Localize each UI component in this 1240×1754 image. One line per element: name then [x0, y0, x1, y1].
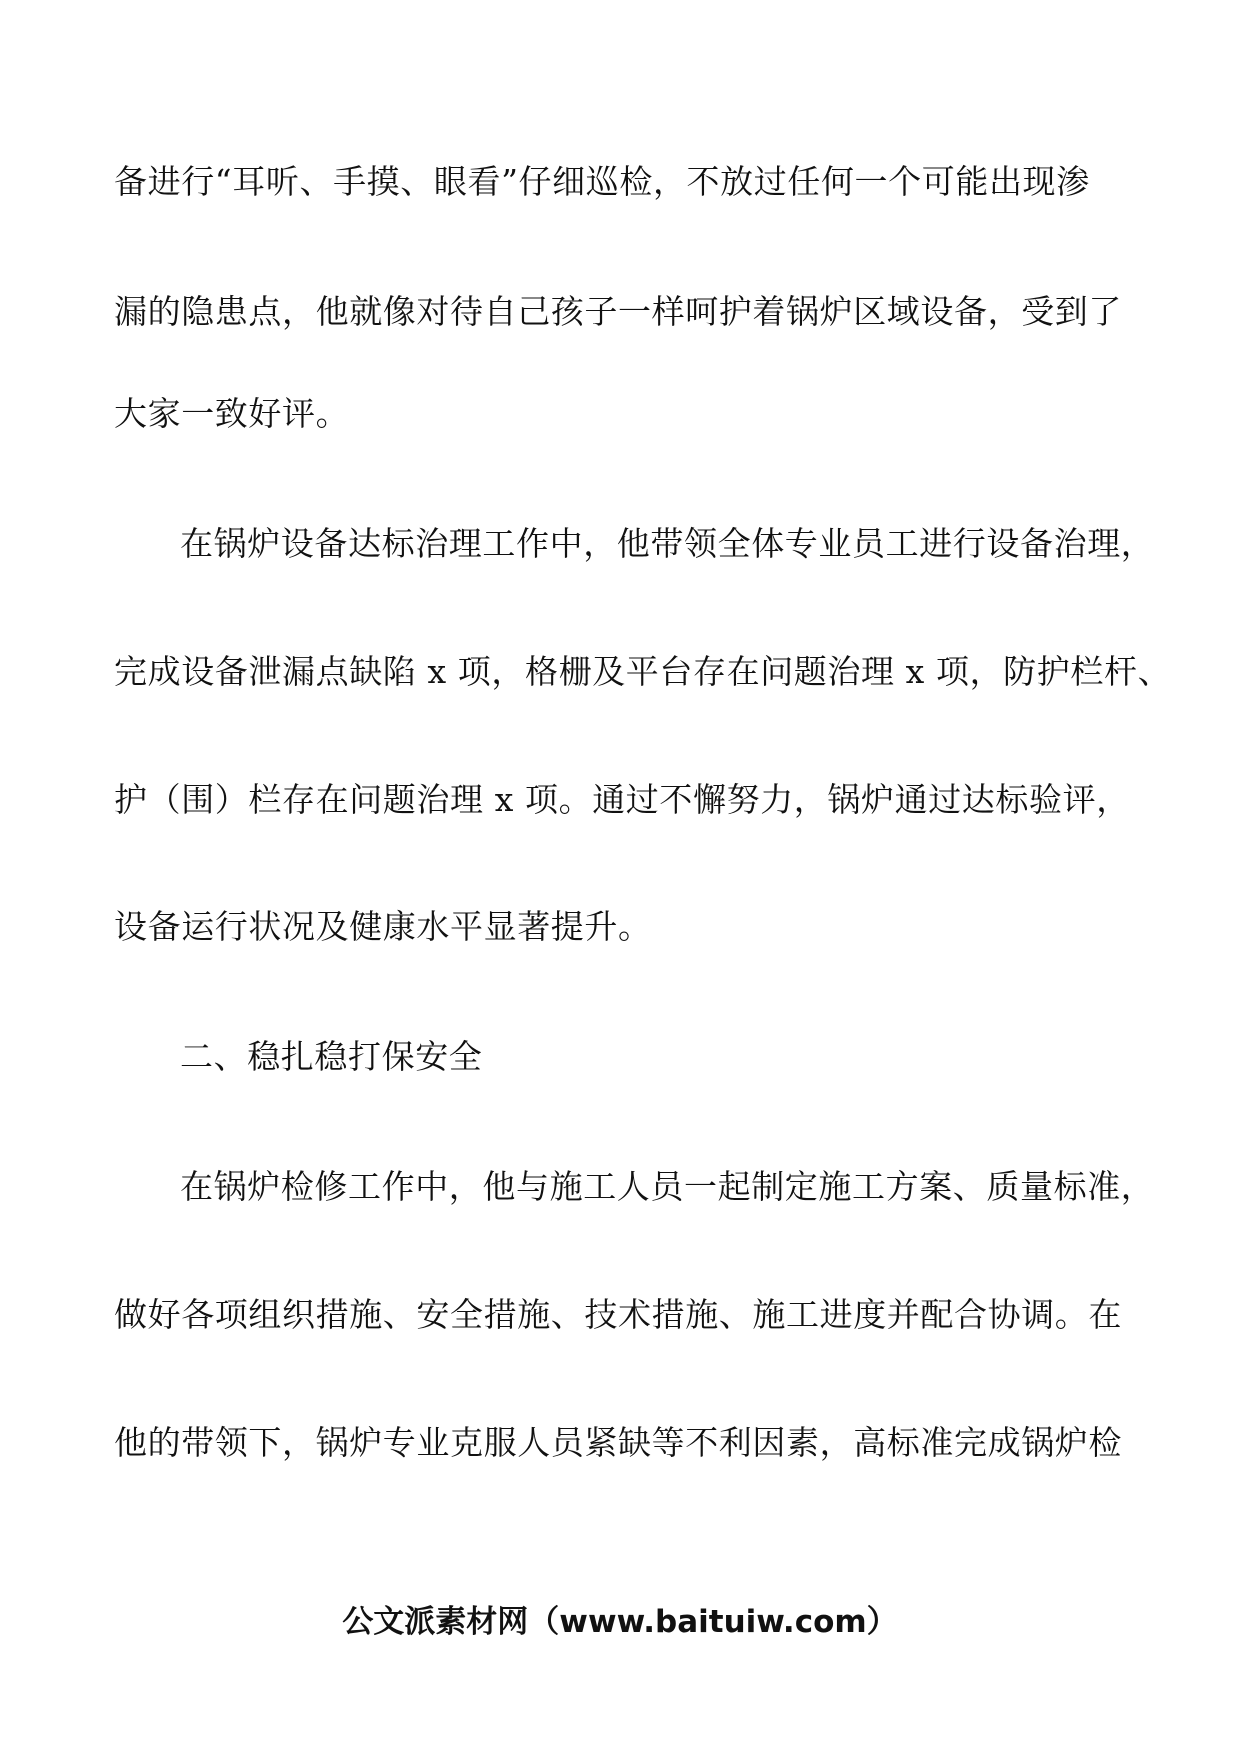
- paragraph-3-line-3: 他的带领下，锅炉专业克服人员紧缺等不利因素，高标准完成锅炉检: [114, 1423, 1122, 1462]
- paragraph-2-line-1: 在锅炉设备达标治理工作中，他带领全体专业员工进行设备治理，: [180, 524, 1155, 563]
- footer-source-link[interactable]: 公文派素材网（www.baituiw.com）: [342, 1604, 898, 1640]
- paragraph-1-line-1: 备进行“耳听、手摸、眼看”仔细巡检，不放过任何一个可能出现渗: [114, 162, 1090, 201]
- paragraph-1-line-3: 大家一致好评。: [114, 394, 350, 433]
- paragraph-3-line-1: 在锅炉检修工作中，他与施工人员一起制定施工方案、质量标准，: [180, 1167, 1155, 1206]
- paragraph-3-line-2: 做好各项组织措施、安全措施、技术措施、施工进度并配合协调。在: [114, 1295, 1122, 1334]
- paragraph-1-line-2: 漏的隐患点，他就像对待自己孩子一样呵护着锅炉区域设备，受到了: [114, 292, 1122, 331]
- section-heading: 二、稳扎稳打保安全: [180, 1037, 483, 1076]
- paragraph-2-line-3: 护（围）栏存在问题治理 x 项。通过不懈努力，锅炉通过达标验评，: [114, 780, 1130, 819]
- paragraph-2-line-4: 设备运行状况及健康水平显著提升。: [114, 907, 652, 946]
- paragraph-2-line-2: 完成设备泄漏点缺陷 x 项，格栅及平台存在问题治理 x 项，防护栏杆、: [114, 652, 1172, 691]
